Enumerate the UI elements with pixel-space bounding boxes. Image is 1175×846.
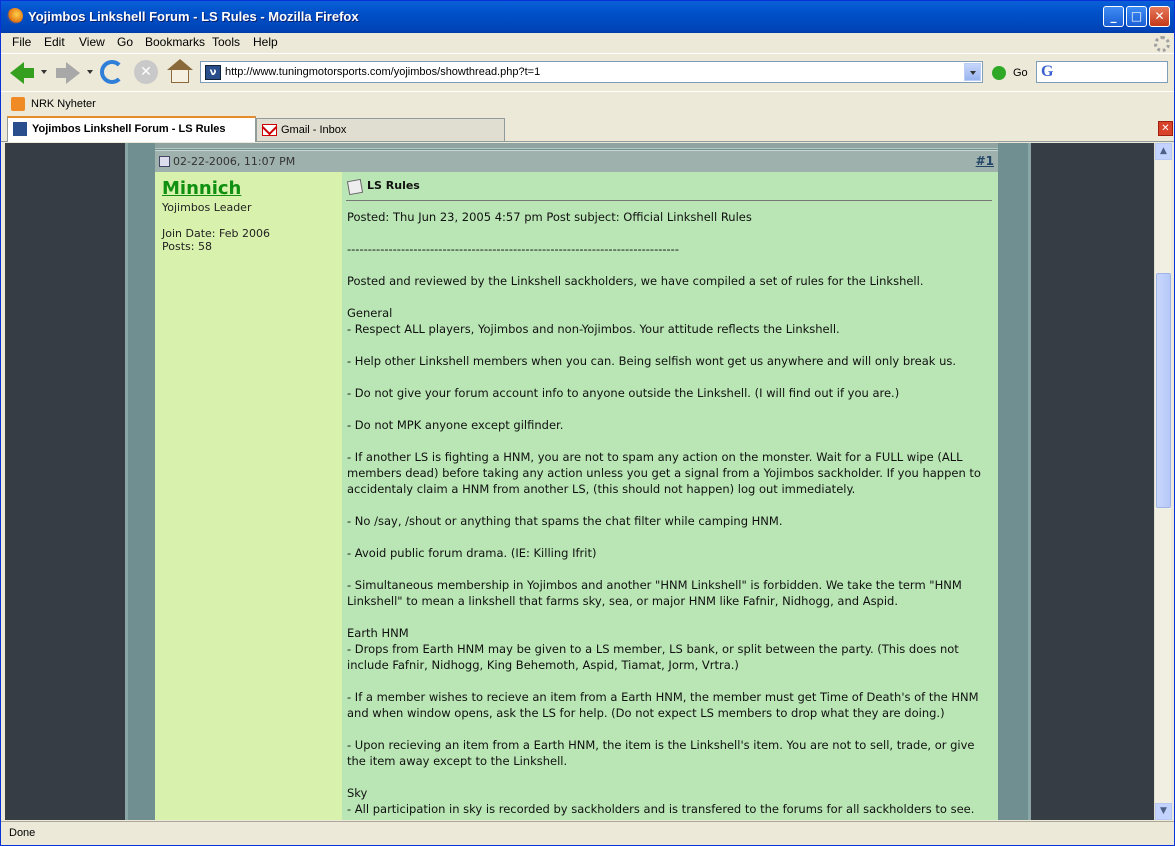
post-user-info	[155, 172, 342, 820]
url-text: http://www.tuningmotorsports.com/yojimbos/showthread.php?t=1	[225, 66, 541, 78]
vertical-scrollbar[interactable]	[1154, 143, 1171, 820]
post-header	[155, 150, 998, 172]
menu-view[interactable]: View	[79, 35, 105, 49]
message-line: and when window opens, ask the LS for help. (Do not expect LS members to drop what they are doing.)	[347, 706, 945, 720]
message-line: --------------------------------------------------------------------------------	[347, 242, 679, 256]
home-icon[interactable]	[167, 59, 193, 85]
chevron-down-icon	[970, 71, 976, 75]
message-line: General	[347, 306, 393, 320]
divider	[346, 200, 992, 201]
message-line: - Do not give your forum account info to anyone outside the Linkshell. (I will find out if you are.)	[347, 386, 900, 400]
message-line: Linkshell" to mean a linkshell that farms sky, sea, or major HNM like Fafnir, Nidhogg, and Aspid.	[347, 594, 899, 608]
message-line: - Help other Linkshell members when you can. Being selfish wont get us anywhere and will only break us.	[347, 354, 957, 368]
blank-line	[347, 401, 993, 417]
url-history-dropdown[interactable]	[964, 63, 981, 81]
message-line: - Respect ALL players, Yojimbos and non-Yojimbos. Your attitude reflects the Linkshell.	[347, 322, 840, 336]
gmail-icon	[262, 124, 277, 136]
message-line: Posted and reviewed by the Linkshell sackholders, we have compiled a set of rules for the Linkshell.	[347, 274, 924, 288]
page-content	[5, 143, 1154, 820]
message-line: - Do not MPK anyone except gilfinder.	[347, 418, 564, 432]
blank-line	[347, 337, 993, 353]
blank-line	[347, 673, 993, 689]
author-title: Yojimbos Leader	[162, 201, 252, 214]
tab-yojimbos-forum[interactable]	[7, 116, 256, 142]
author-join-date: Join Date: Feb 2006	[162, 227, 270, 240]
blank-line	[347, 433, 993, 449]
post-message	[347, 209, 993, 817]
message-line: Posted: Thu Jun 23, 2005 4:57 pm Post subject: Official Linkshell Rules	[347, 210, 752, 224]
forward-history-dropdown[interactable]	[87, 70, 93, 74]
navigation-toolbar	[1, 53, 1175, 91]
menu-bookmarks[interactable]: Bookmarks	[145, 35, 206, 49]
message-line: - Simultaneous membership in Yojimbos and another "HNM Linkshell" is forbidden. We take the term "HNM	[347, 578, 962, 592]
message-line: - All participation in sky is recorded by sackholders and is transfered to the forums for all sackholders to see.	[347, 802, 975, 816]
forward-arrow-icon	[66, 62, 80, 84]
blank-line	[347, 561, 993, 577]
thread-top-strip	[155, 143, 998, 149]
throbber-icon	[1154, 36, 1170, 52]
post-status-icon	[159, 156, 170, 167]
message-line: members dead) before taking any action unless you get a signal from a Yojimbos sackholder. If you happen to	[347, 466, 981, 480]
close-button[interactable]: ✕	[1149, 6, 1170, 27]
message-line: the item away except to the Linkshell.	[347, 754, 568, 768]
scroll-up-button[interactable]: ▲	[1155, 143, 1172, 160]
title-bar	[1, 1, 1175, 33]
message-line: - Drops from Earth HNM may be given to a LS member, LS bank, or split between the party. (This does not	[347, 642, 959, 656]
firefox-icon	[7, 8, 23, 24]
scrollbar-thumb[interactable]	[1156, 273, 1171, 508]
tab-gmail[interactable]	[256, 118, 505, 141]
post-title: LS Rules	[367, 179, 420, 192]
author-link[interactable]: Minnich	[162, 178, 242, 199]
message-line: Earth HNM	[347, 626, 409, 640]
stop-icon[interactable]: ✕	[134, 60, 158, 84]
message-line: - Avoid public forum drama. (IE: Killing Ifrit)	[347, 546, 597, 560]
post-body	[342, 172, 998, 820]
menu-help[interactable]: Help	[253, 35, 278, 49]
blank-line	[347, 721, 993, 737]
rss-icon	[11, 97, 25, 111]
message-line: include Fafnir, Nidhogg, King Behemoth, Aspid, Tiamat, Jorm, Vrtra.)	[347, 658, 739, 672]
message-line: accidentaly claim a HNM from another LS, (this should not happen) log out immediately.	[347, 482, 856, 496]
site-favicon-icon: ν	[205, 65, 221, 80]
message-line: - If a member wishes to recieve an item from a Earth HNM, the member must get Time of Death's of the HNM	[347, 690, 979, 704]
blank-line	[347, 257, 993, 273]
menu-go[interactable]: Go	[117, 35, 134, 49]
message-line: Sky	[347, 786, 368, 800]
address-bar[interactable]	[200, 61, 983, 83]
go-button[interactable]: Go	[1013, 67, 1028, 79]
menu-tools[interactable]: Tools	[212, 35, 241, 49]
site-favicon-icon	[13, 122, 27, 136]
tab-label: Gmail - Inbox	[281, 124, 347, 136]
post-title-icon	[347, 179, 363, 195]
blank-line	[347, 289, 993, 305]
post-number-link[interactable]: #1	[975, 154, 994, 168]
window-title: Yojimbos Linkshell Forum - LS Rules - Mozilla Firefox	[28, 9, 359, 24]
blank-line	[347, 769, 993, 785]
tab-bar	[1, 115, 1175, 142]
menu-edit[interactable]: Edit	[44, 35, 65, 49]
bookmark-nrk-nyheter[interactable]: NRK Nyheter	[31, 98, 96, 110]
author-post-count: Posts: 58	[162, 240, 212, 253]
message-line: - No /say, /shout or anything that spams the chat filter while camping HNM.	[347, 514, 783, 528]
forum-frame	[125, 143, 1031, 820]
maximize-button[interactable]: □	[1126, 6, 1147, 27]
status-text: Done	[9, 827, 36, 839]
blank-line	[347, 529, 993, 545]
go-icon[interactable]	[992, 66, 1006, 80]
tab-label: Yojimbos Linkshell Forum - LS Rules	[32, 123, 226, 135]
message-line: - Upon recieving an item from a Earth HNM, the item is the Linkshell's item. You are not to sell, trade, or give	[347, 738, 975, 752]
blank-line	[347, 369, 993, 385]
close-tab-button[interactable]: ✕	[1158, 121, 1173, 136]
blank-line	[347, 225, 993, 241]
google-search-icon[interactable]: G	[1041, 63, 1054, 80]
bookmarks-toolbar	[1, 91, 1175, 115]
scroll-down-button[interactable]: ▼	[1155, 803, 1172, 820]
reload-icon[interactable]	[100, 60, 124, 84]
menu-bar	[1, 33, 1175, 53]
message-line: - If another LS is fighting a HNM, you are not to spam any action on the monster. Wait for a FULL wipe (ALL	[347, 450, 963, 464]
menu-file[interactable]: File	[12, 35, 32, 49]
minimize-button[interactable]: _	[1103, 6, 1124, 27]
back-history-dropdown[interactable]	[41, 70, 47, 74]
blank-line	[347, 609, 993, 625]
blank-line	[347, 497, 993, 513]
status-bar	[1, 821, 1175, 846]
post-date: 02-22-2006, 11:07 PM	[173, 155, 296, 168]
search-input[interactable]	[1036, 61, 1168, 83]
